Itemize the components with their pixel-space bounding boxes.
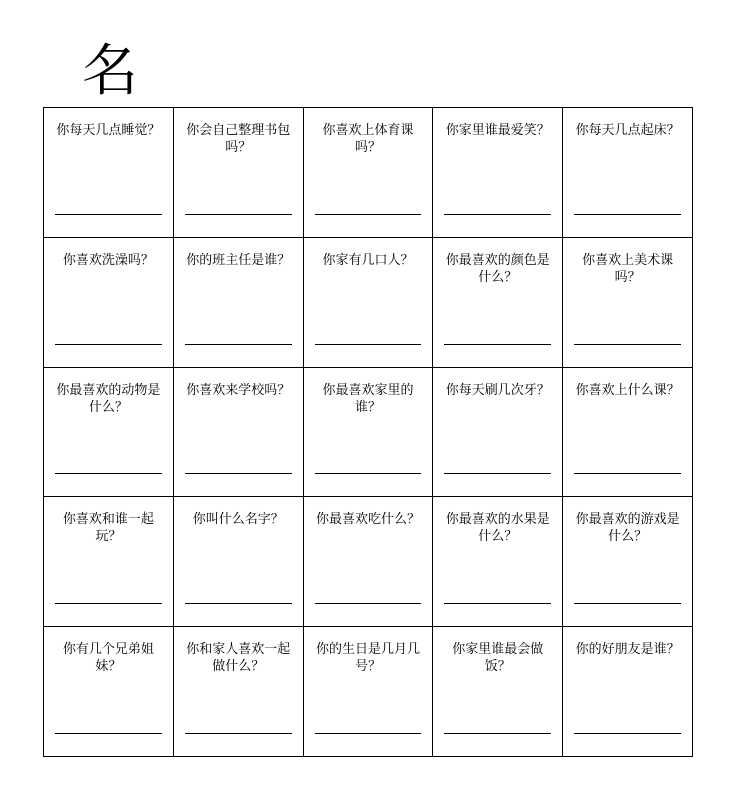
question-text: 你喜欢上美术课吗？: [582, 252, 674, 285]
grid-cell[interactable]: [174, 368, 304, 498]
grid-cell[interactable]: [433, 108, 563, 238]
answer-line[interactable]: [55, 214, 162, 215]
answer-line[interactable]: [185, 603, 292, 604]
grid-cell[interactable]: [304, 368, 434, 498]
question-text: 你最喜欢的动物是什么？: [56, 382, 161, 415]
answer-line[interactable]: [315, 214, 422, 215]
answer-line[interactable]: [55, 603, 162, 604]
question-text: 你每天几点睡觉？: [56, 123, 161, 138]
question-text: 你叫什么名字？: [192, 512, 284, 528]
answer-line[interactable]: [574, 603, 681, 604]
answer-line[interactable]: [574, 214, 681, 215]
answer-line[interactable]: [444, 733, 551, 734]
answer-line[interactable]: [574, 344, 681, 345]
answer-line[interactable]: [185, 473, 292, 474]
grid-cell[interactable]: [44, 368, 174, 498]
question-text: 你喜欢上什么课？: [575, 382, 680, 398]
answer-line[interactable]: [315, 603, 422, 604]
grid-cell[interactable]: [174, 238, 304, 368]
question-text: 你的班主任是谁？: [186, 252, 291, 268]
grid-cell[interactable]: [433, 238, 563, 368]
grid-cell[interactable]: [433, 627, 563, 757]
grid-cell[interactable]: [304, 497, 434, 627]
question-text: 你喜欢和谁一起玩？: [62, 512, 154, 545]
grid-cell[interactable]: [304, 238, 434, 368]
answer-line[interactable]: [315, 473, 422, 474]
answer-line[interactable]: [444, 214, 551, 215]
answer-line[interactable]: [55, 733, 162, 734]
grid-cell[interactable]: [304, 627, 434, 757]
question-text: 你喜欢来学校吗？: [186, 382, 291, 398]
question-text: 你每天刷几次牙？: [445, 382, 550, 398]
question-text: 你最喜欢家里的谁？: [322, 382, 414, 415]
question-text: 你家有几口人？: [322, 252, 414, 268]
question-text: 你喜欢洗澡吗？: [62, 252, 154, 268]
question-text: 你会自己整理书包吗？: [186, 123, 291, 155]
grid-cell[interactable]: [563, 497, 693, 627]
question-text: 你最喜欢的水果是什么？: [445, 512, 550, 545]
grid-cell[interactable]: [304, 108, 434, 238]
grid-cell[interactable]: [433, 497, 563, 627]
bingo-grid: [43, 107, 693, 757]
answer-line[interactable]: [185, 214, 292, 215]
grid-cell[interactable]: [433, 368, 563, 498]
grid-cell[interactable]: [174, 497, 304, 627]
grid-cell[interactable]: [44, 238, 174, 368]
question-text: 你和家人喜欢一起做什么？: [186, 642, 291, 675]
grid-cell[interactable]: [44, 108, 174, 238]
question-text: 你最喜欢的游戏是什么？: [575, 512, 680, 545]
grid-cell[interactable]: [563, 368, 693, 498]
question-text: 你的生日是几月几号？: [315, 642, 420, 675]
answer-line[interactable]: [315, 733, 422, 734]
grid-cell[interactable]: [563, 627, 693, 757]
answer-line[interactable]: [185, 344, 292, 345]
answer-line[interactable]: [55, 344, 162, 345]
question-text: 你最喜欢的颜色是什么？: [445, 252, 550, 285]
grid-cell[interactable]: [174, 108, 304, 238]
answer-line[interactable]: [185, 733, 292, 734]
question-text: 你每天几点起床？: [575, 123, 680, 138]
answer-line[interactable]: [315, 344, 422, 345]
grid-cell[interactable]: [44, 627, 174, 757]
question-text: 你家里谁最会做饭？: [452, 642, 544, 675]
answer-line[interactable]: [444, 603, 551, 604]
answer-line[interactable]: [444, 344, 551, 345]
answer-line[interactable]: [55, 473, 162, 474]
grid-cell[interactable]: [174, 627, 304, 757]
page-title: 名: [82, 39, 138, 104]
grid-cell[interactable]: [563, 108, 693, 238]
grid-cell[interactable]: [44, 497, 174, 627]
grid-cell[interactable]: [563, 238, 693, 368]
answer-line[interactable]: [574, 733, 681, 734]
question-text: 你有几个兄弟姐妹？: [62, 642, 154, 675]
answer-line[interactable]: [444, 473, 551, 474]
question-text: 你喜欢上体育课吗？: [322, 123, 414, 155]
question-text: 你家里谁最爱笑？: [445, 123, 550, 138]
question-text: 你的好朋友是谁？: [575, 642, 680, 658]
answer-line[interactable]: [574, 473, 681, 474]
question-text: 你最喜欢吃什么？: [315, 512, 420, 528]
